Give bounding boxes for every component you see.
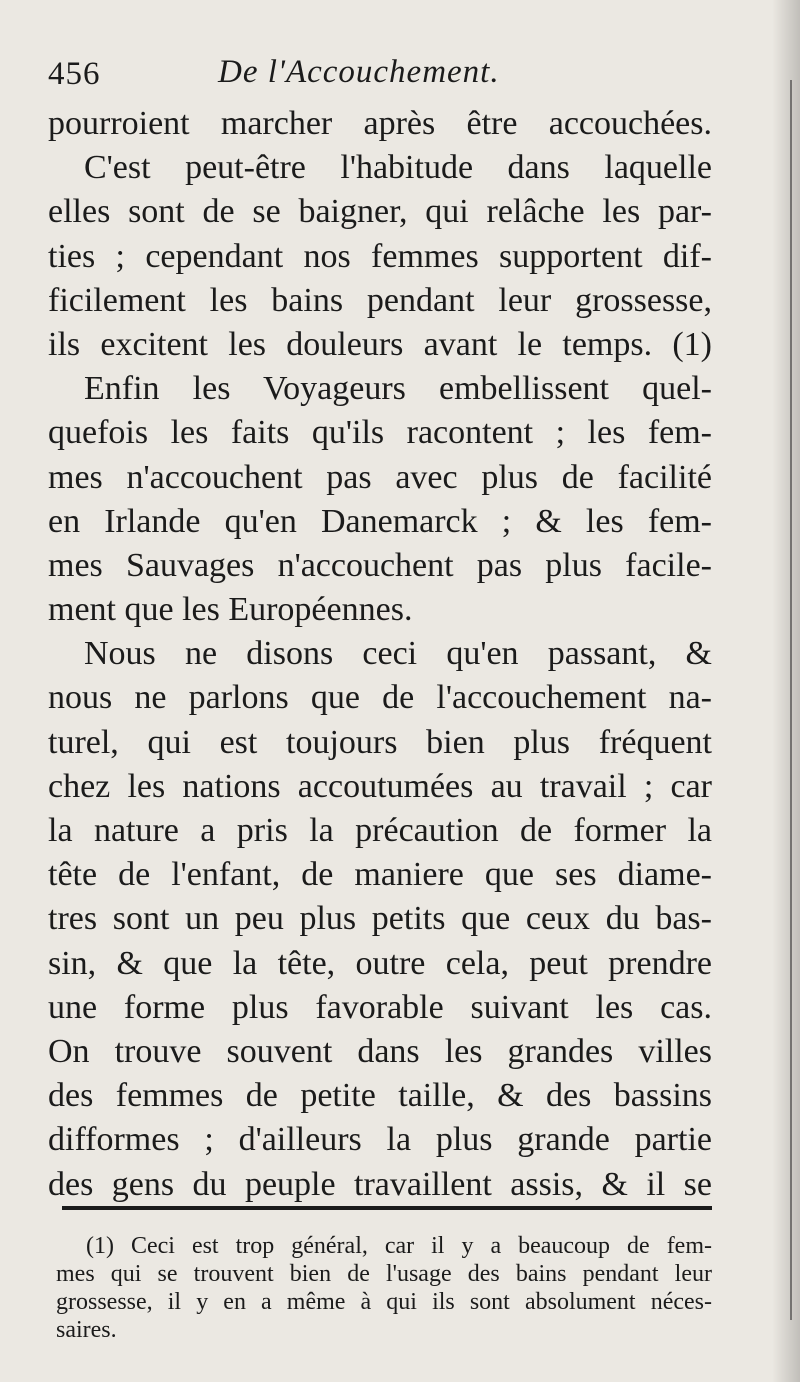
text-line: ils excitent les douleurs avant le temps. (1) — [48, 325, 712, 363]
footnote-line: (1) Ceci est trop général, car il y a beaucoup de fem- — [86, 1233, 712, 1259]
footnote-line: grossesse, il y en a même à qui ils sont absolument néces- — [56, 1289, 712, 1315]
text-line: turel, qui est toujours bien plus fréquent — [48, 723, 712, 761]
text-line: elles sont de se baigner, qui relâche les par- — [48, 193, 712, 231]
text-line: tête de l'enfant, de maniere que ses diame- — [48, 856, 712, 894]
text-line: une forme plus favorable suivant les cas. — [48, 988, 712, 1026]
text-line: des gens du peuple travaillent assis, & il se — [48, 1165, 712, 1203]
text-line: en Irlande qu'en Danemarck ; & les fem- — [48, 502, 712, 540]
text-line: pourroient marcher après être accouchées. — [48, 105, 712, 142]
page-edge-line — [790, 80, 792, 1320]
text-line: sin, & que la tête, outre cela, peut prendre — [48, 944, 712, 982]
footnote-line: saires. — [56, 1317, 117, 1343]
text-line: chez les nations accoutumées au travail ; car — [48, 767, 712, 805]
footnote-line: mes qui se trouvent bien de l'usage des bains pendant leur — [56, 1261, 712, 1287]
text-line: C'est peut-être l'habitude dans laquelle — [84, 149, 712, 187]
body-text — [48, 102, 712, 1207]
text-line: nous ne parlons que de l'accouchement na- — [48, 679, 712, 717]
text-line: difformes ; d'ailleurs la plus grande partie — [48, 1121, 712, 1159]
text-line: mes Sauvages n'accouchent pas plus facile- — [48, 546, 712, 584]
text-line: quefois les faits qu'ils racontent ; les fem- — [48, 414, 712, 452]
page-number: 456 — [48, 56, 101, 92]
page-edge-shadow — [772, 0, 800, 1382]
footnote-rule — [62, 1206, 712, 1210]
text-line: On trouve souvent dans les grandes villes — [48, 1032, 712, 1070]
text-line: Nous ne disons ceci qu'en passant, & — [84, 635, 712, 673]
text-line: ties ; cependant nos femmes supportent dif- — [48, 237, 712, 275]
text-line: des femmes de petite taille, & des bassins — [48, 1077, 712, 1115]
text-line: ment que les Européennes. — [48, 591, 413, 629]
text-line: ficilement les bains pendant leur grossesse, — [48, 281, 712, 319]
text-line: Enfin les Voyageurs embellissent quel- — [84, 370, 712, 408]
text-line: mes n'accouchent pas avec plus de facilité — [48, 458, 712, 496]
running-title: De l'Accouchement. — [218, 54, 500, 90]
footnote — [56, 1232, 712, 1344]
text-line: tres sont un peu plus petits que ceux du bas- — [48, 900, 712, 938]
text-line: la nature a pris la précaution de former la — [48, 812, 712, 849]
page-header — [48, 50, 728, 94]
